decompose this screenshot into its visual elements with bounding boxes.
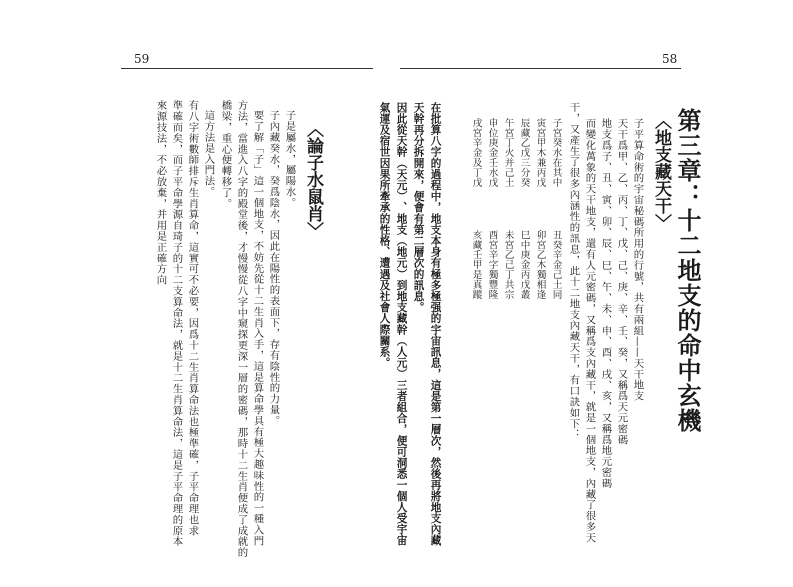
chapter-title: 第三章：十二地支的命中玄機 bbox=[673, 108, 702, 433]
stem-verse-top-5: 申位庚金壬水戊 bbox=[486, 118, 498, 188]
right-page-number: 58 bbox=[662, 52, 678, 66]
intro-col-4: 而變化萬象的天干地支，還有人元密碼，又稱爲支內藏干，就是一個地支，內藏了很多天 bbox=[583, 118, 596, 544]
stem-verse-top-1: 子宮癸水在其中 bbox=[550, 118, 562, 188]
intro-col-1: 子平算命術的宇宙秘碼所用的行號，共有兩組——天干地支 bbox=[631, 118, 644, 402]
left-col-3: 要了解「子」這一個地支，不妨先從十二生肖入手，這是算命學具有極大趣味性的一種入門 bbox=[251, 110, 264, 546]
stem-verse-bottom-6: 亥藏壬甲是真蹤 bbox=[470, 230, 482, 300]
left-header-rule bbox=[121, 68, 373, 69]
stem-verse-bottom-5: 酉宮辛字獨豐隆 bbox=[486, 230, 498, 300]
left-col-6: 這方法是入門法。 bbox=[202, 110, 215, 198]
right-header-rule bbox=[400, 68, 681, 69]
stem-verse-bottom-4: 未宮乙己丁共宗 bbox=[502, 230, 514, 300]
left-section-title: 〈論子水鼠肖〉 bbox=[303, 120, 323, 239]
left-col-5: 橋梁，重心便轉移了。 bbox=[219, 100, 232, 209]
left-col-4: 方法，當進入八字的殿堂後，才慢慢從八字中窺探更深一層的密碼，那時十二生肖便成了成就的 bbox=[235, 100, 248, 558]
intro-col-2: 天干爲甲、乙、丙、丁、戊、己、庚、辛、壬、癸，又稱爲天元密碼 bbox=[615, 118, 628, 445]
intro-col-5: 干，又產生了很多內涵性的訊息，此十二地支內藏天干，有口訣如下： bbox=[567, 102, 580, 440]
stem-verse-top-2: 寅宮甲木兼丙戊 bbox=[534, 118, 546, 188]
stem-verse-bottom-2: 卯宮乙木獨相逢 bbox=[534, 230, 546, 300]
stem-verse-bottom-1: 丑癸辛金己土同 bbox=[550, 230, 562, 300]
stem-verse-top-4: 午宮丁火并己土 bbox=[502, 118, 514, 188]
left-col-1: 子是屬水，屬陽水。 bbox=[283, 110, 296, 209]
bold-col-1: 在批算八字的過程中，地支本身有極多極强的宇宙訊息，這是第一層次，然後再將地支內藏 bbox=[429, 102, 442, 546]
left-page-number: 59 bbox=[134, 52, 150, 66]
stem-verse-bottom-3: 巳中庚金丙戊叢 bbox=[518, 230, 530, 300]
left-col-8: 準確而矣，而子平命學源自琦子的十二支算命法，就是十二生肖算命法，這是子平命理的原本 bbox=[170, 100, 183, 547]
left-col-7: 有八字術數師排斥生肖算命，這實可不必要，因爲十二生肖算命法也極準確，子平命理也求 bbox=[186, 100, 199, 536]
stem-verse-top-6: 戌宮辛金及丁戊 bbox=[470, 118, 482, 188]
bold-col-2: 天幹再分拆開來，便會有第二層次的訊息。 bbox=[412, 102, 425, 313]
intro-col-3: 地支爲子、丑、寅、卯、辰、巳、午、未、申、酉、戌、亥，又稱爲地元密碼 bbox=[599, 118, 612, 489]
left-col-9: 來源技法，不必放棄，并用是正確方向 bbox=[154, 100, 167, 286]
left-col-2: 子內藏癸水，癸爲陰水，因此在陽性的表面下，存有陰性的力量。 bbox=[267, 110, 280, 427]
bold-col-3: 因此從天幹（天元）、地支（地元）到地支藏幹（人元）三者組合，便可洞悉一個人受宇宙 bbox=[395, 102, 408, 546]
chapter-subtitle: 〈地支藏天干〉 bbox=[651, 112, 671, 231]
bold-col-4: 氣運及宿世因果所牽承的性格、遭遇及社會人際關系。 bbox=[378, 102, 391, 369]
stem-verse-top-3: 辰藏乙戊三分癸 bbox=[518, 118, 530, 188]
